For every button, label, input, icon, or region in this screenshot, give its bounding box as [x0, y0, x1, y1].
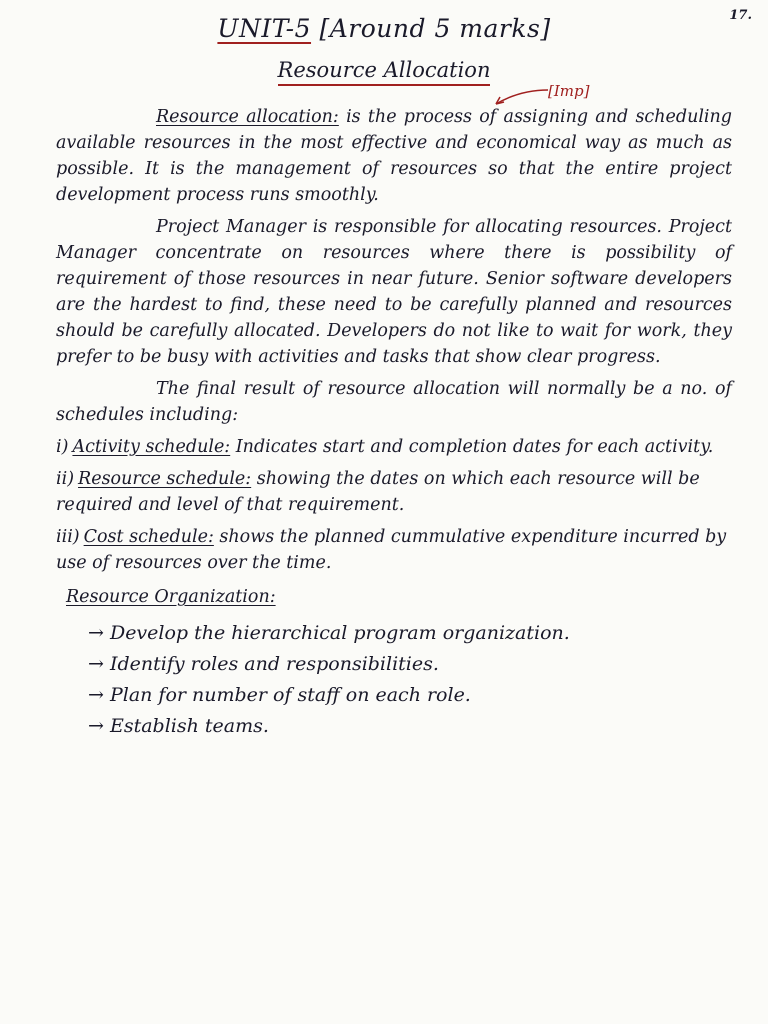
definition-paragraph: [56, 104, 732, 208]
schedule-text: shows the planned cummulative expenditure incurred by use of resources over the time.: [56, 527, 727, 573]
definition-text: is the process of assigning and scheduling available resources in the most effective and economical way as much as possible. It is the management of resources so that the entire project development process runs smoothly.: [56, 107, 733, 205]
schedule-term: Resource schedule:: [78, 469, 252, 489]
unit-label: UNIT-5: [217, 14, 312, 43]
schedule-number: ii): [56, 469, 75, 489]
definition-term: Resource allocation:: [156, 107, 339, 127]
important-tag: [Imp]: [548, 82, 590, 100]
schedule-list: [56, 434, 732, 576]
organization-step: → Identify roles and responsibilities.: [88, 653, 439, 675]
schedule-item: [56, 466, 732, 518]
schedule-item: [56, 434, 732, 460]
organization-step: → Develop the hierarchical program organization.: [88, 622, 570, 644]
schedule-number: i): [56, 437, 69, 457]
section-title: [0, 58, 768, 82]
organization-heading: Resource Organization:: [66, 587, 276, 607]
manager-paragraph: Project Manager is responsible for allocating resources. Project Manager concentrate on resources where there is possibility of requirement of those resources in near future. Senior software developers are the hardest to find, these need to be carefully planned and resources should be carefully allocated. Developers do not like to wait for work, they prefer to be busy with activities and tasks that show clear progress.: [56, 217, 732, 367]
organization-step: → Establish teams.: [88, 715, 269, 737]
schedule-term: Cost schedule:: [83, 527, 214, 547]
schedule-text: showing the dates on which each resource will be required and level of that requirement.: [56, 469, 700, 515]
schedule-term: Activity schedule:: [72, 437, 231, 457]
page-number: 17.: [729, 8, 752, 23]
schedule-text: Indicates start and completion dates for each activity.: [230, 437, 714, 457]
section-title-text: Resource Allocation: [278, 58, 491, 86]
result-paragraph: The final result of resource allocation will normally be a no. of schedules including:: [56, 379, 732, 425]
unit-title: [0, 14, 768, 43]
organization-steps: [56, 618, 732, 742]
organization-step: → Plan for number of staff on each role.: [88, 684, 471, 706]
notes-body: [56, 104, 732, 742]
schedule-item: [56, 524, 732, 576]
schedule-number: iii): [56, 527, 80, 547]
marks-note: [Around 5 marks]: [319, 14, 551, 43]
